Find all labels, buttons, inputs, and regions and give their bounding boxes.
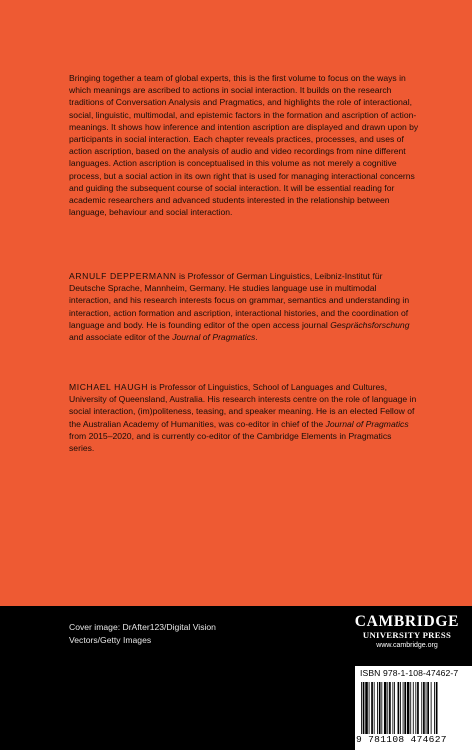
isbn-label: ISBN 978-1-108-47462-7 xyxy=(360,668,459,678)
bio-text: . xyxy=(255,332,258,343)
barcode-bar xyxy=(426,682,427,734)
barcode-bar xyxy=(374,682,375,734)
bio-text: and associate editor of the xyxy=(69,332,173,343)
barcode-bar xyxy=(431,682,432,734)
barcode-bar xyxy=(427,682,429,734)
barcode-bar xyxy=(365,682,368,734)
barcode-bar xyxy=(398,682,400,734)
barcode-bar xyxy=(381,682,382,734)
journal-title: Gesprächsforschung xyxy=(330,319,410,330)
barcode-icon xyxy=(361,682,467,734)
barcode-bar xyxy=(410,682,411,734)
barcode-bar xyxy=(392,682,393,734)
barcode-bar xyxy=(394,682,395,734)
barcode-bar xyxy=(421,682,422,734)
barcode-bar xyxy=(404,682,406,734)
publisher-url: www.cambridge.org xyxy=(376,642,438,649)
barcode-bar xyxy=(361,682,362,734)
barcode-bar xyxy=(389,682,391,734)
barcode-bar xyxy=(417,682,419,734)
publisher-press: UNIVERSITY PRESS xyxy=(362,630,452,640)
book-blurb: Bringing together a team of global experts, this is the first volume to focus on the ways in which meanings are ascribed to actions in social interaction. It builds on the research traditions of Conversation Analysis and Pragmatics, and highlights the role of interactional, social, linguistic, multimodal, and epistemic factors in the formation and ascription of action-meanings. It shows how inference and intention ascription are displayed and drawn upon by participants in social interaction. Each chapter reveals practices, processes, and uses of action ascription, based on the analysis of audio and video recordings from nine different languages. Action ascription is conceptualised in this volume as not merely a cognitive process, but a social action in its own right that is used for managing interactional concerns and guiding the subsequent course of social interaction. It will be essential reading for academic researchers and advanced students interested in the relationship between language, behaviour and social interaction. xyxy=(69,73,419,218)
bottom-band xyxy=(0,606,472,750)
journal-title: Journal of Pragmatics xyxy=(325,418,409,429)
cover-image-credit: Cover image: DrAfter123/Digital Vision Vectors/Getty Images xyxy=(69,622,216,645)
barcode-bar xyxy=(415,682,416,734)
bio-text: is Professor of Linguistics, School of Languages and Cultures, University of Queensland, Australia. His research interests centre on the role of language in social interaction, (im)politeness, teasing, and speaker meaning. He is an elected Fellow of the Australian Academy of Humanities, was co-editor in chief of the xyxy=(69,382,417,429)
author-name: ARNULF DEPPERMANN xyxy=(69,271,177,281)
barcode-bar xyxy=(403,682,404,734)
barcode-bar xyxy=(423,682,425,734)
barcode-bar xyxy=(379,682,381,734)
barcode-bar xyxy=(377,682,378,734)
bio-text: is Professor of German Linguistics, Leibniz-Institut für Deutsche Sprache, Mannheim, Germany. He studies language use in multimodal interaction, and his research interests focus on grammar, semantics and understanding in interaction, action formation and ascription, interactional histories, and the coordination of language and body. He is founding editor of the open access journal xyxy=(69,271,410,330)
barcode-number: 9 781108 474627 xyxy=(356,734,447,745)
barcode-bar xyxy=(387,682,388,734)
barcode-bar xyxy=(400,682,401,734)
barcode-bar xyxy=(434,682,435,734)
barcode-bar xyxy=(413,682,414,734)
bio-text: from 2015–2020, and is currently co-editor of the Cambridge Elements in Pragmatics series. xyxy=(69,430,392,454)
barcode-bar xyxy=(384,682,387,734)
barcode-panel xyxy=(355,666,472,756)
barcode-bar xyxy=(371,682,373,734)
publisher-name: CAMBRIDGE xyxy=(354,613,460,630)
author-bio-haugh xyxy=(69,381,419,454)
author-bio-deppermann xyxy=(69,270,419,343)
barcode-bar xyxy=(369,682,370,734)
barcode-bar xyxy=(436,682,438,734)
author-name: MICHAEL HAUGH xyxy=(69,382,149,392)
barcode-bar xyxy=(407,682,410,734)
barcode-bar xyxy=(363,682,365,734)
journal-title: Journal of Pragmatics xyxy=(172,332,256,343)
publisher-logo xyxy=(352,614,462,651)
